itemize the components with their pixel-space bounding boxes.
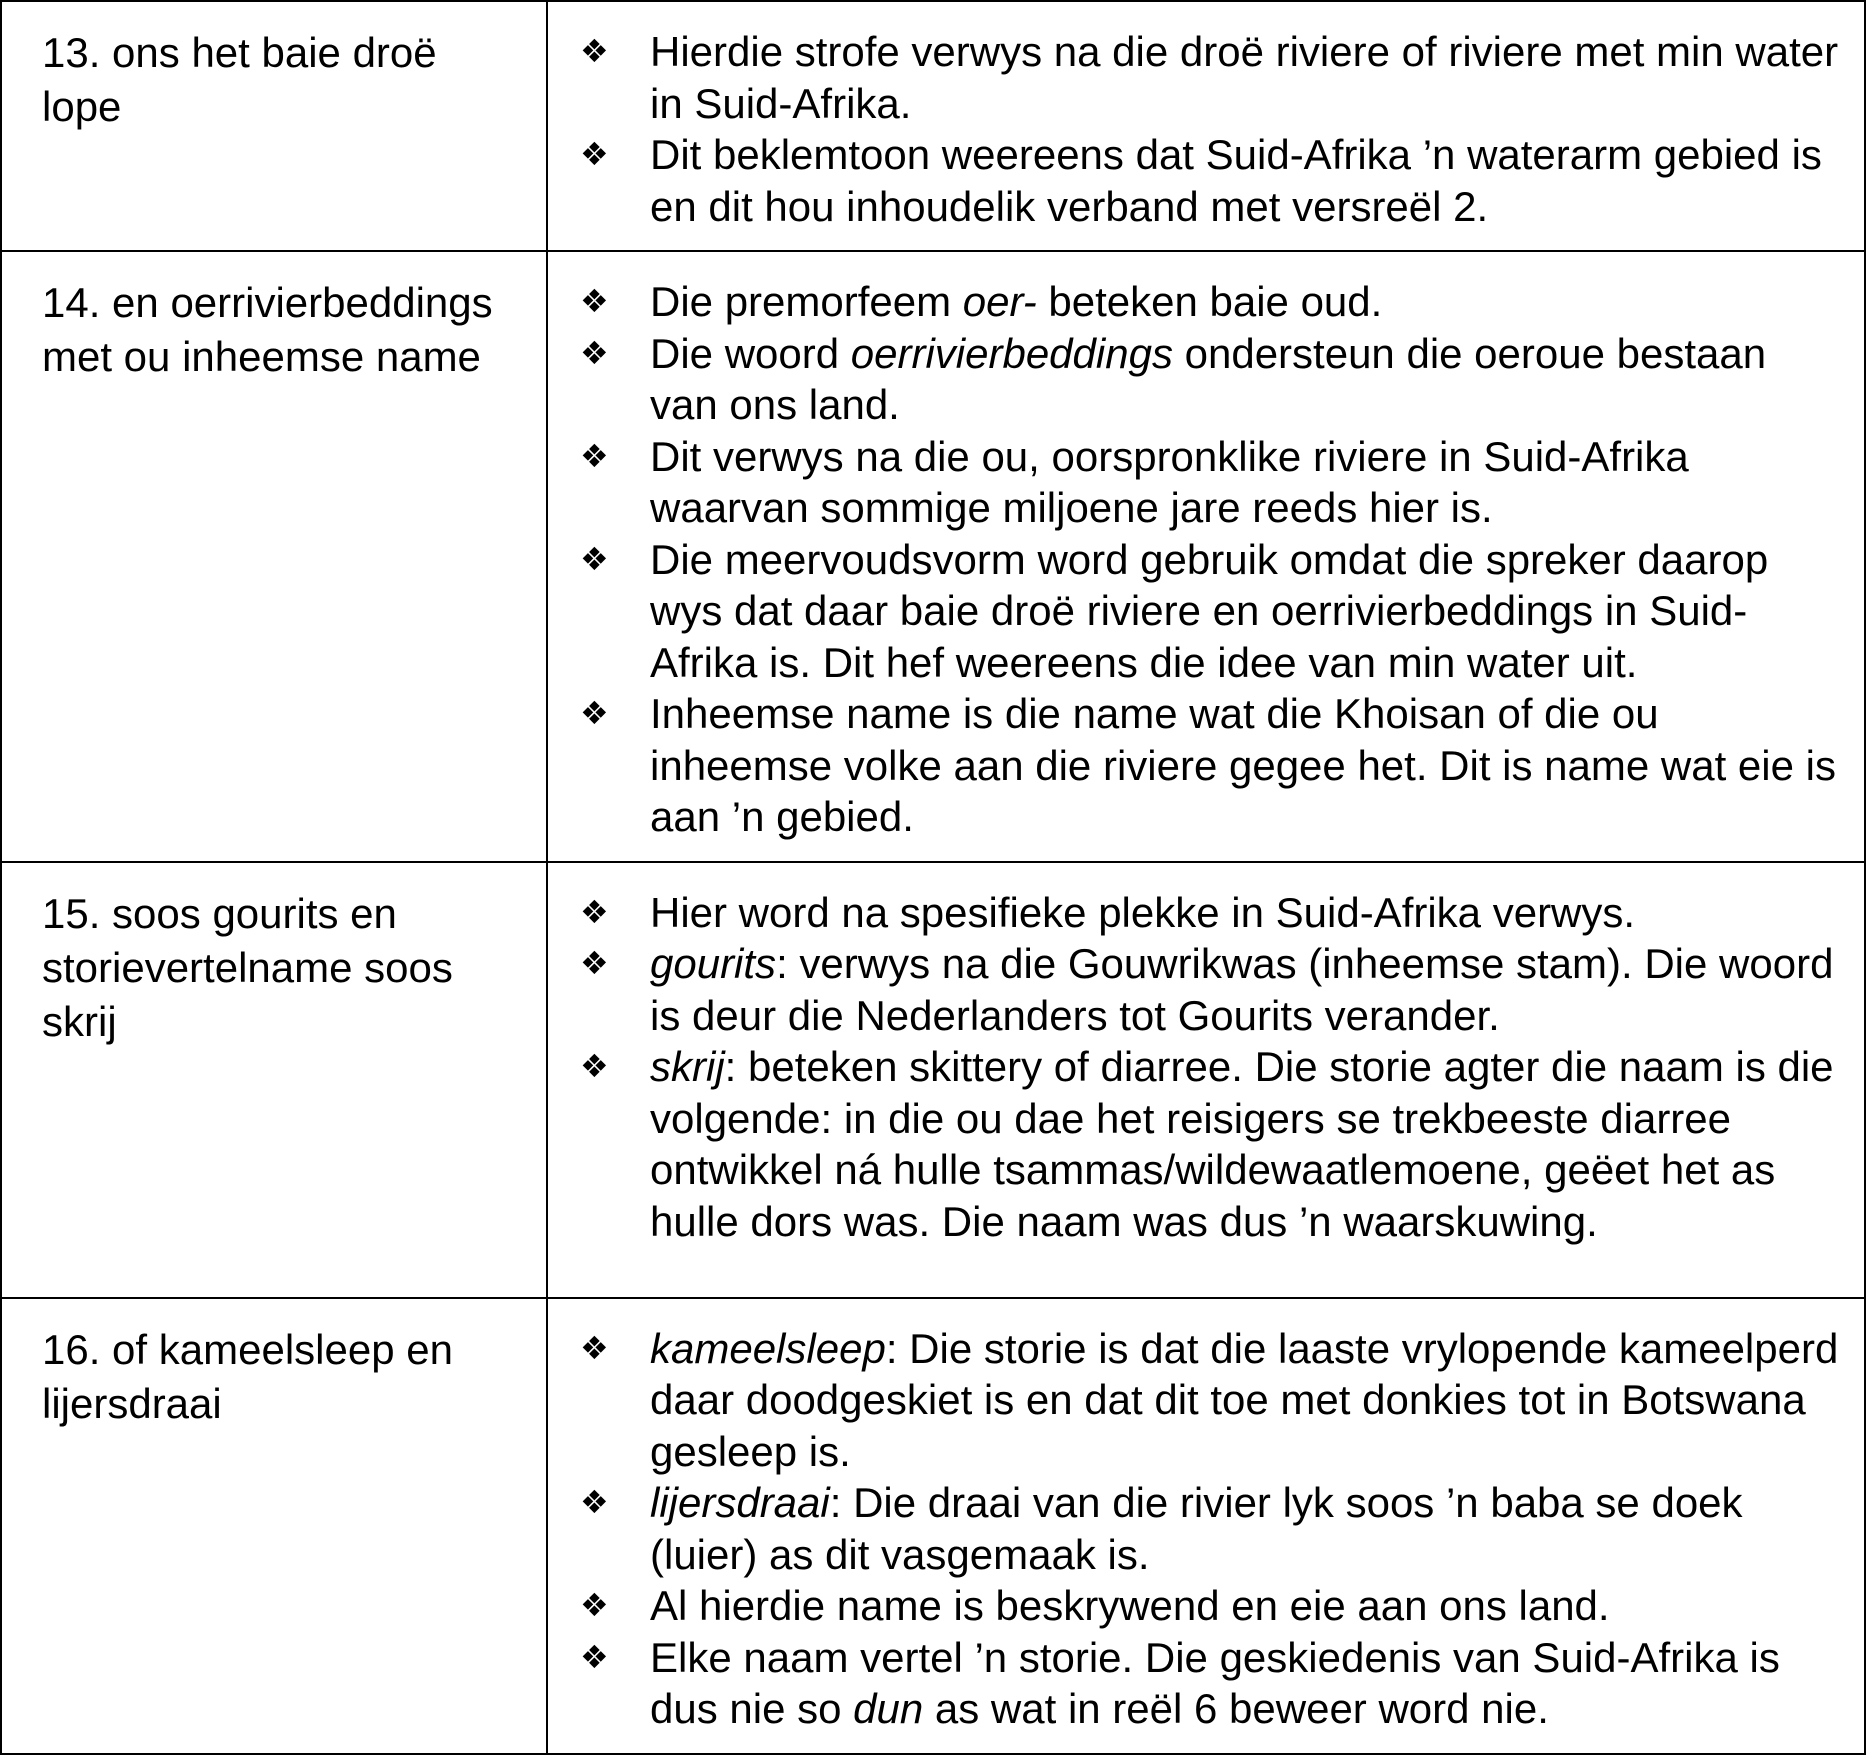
four-diamond-bullet-icon: ❖ (580, 893, 609, 930)
note-item (548, 1323, 1844, 1478)
note-item (548, 534, 1844, 689)
note-text (650, 887, 1844, 939)
note-text-segment: Elke naam vertel ’n storie. Die geskiedenis van Suid-Afrika is dus nie so (650, 1633, 1780, 1732)
note-text (650, 1323, 1844, 1478)
note-item (548, 276, 1844, 328)
notes-cell (547, 251, 1865, 862)
note-text-segment: Dit verwys na die ou, oorspronklike riviere in Suid-Afrika waarvan sommige miljoene jare reeds hier is. (650, 432, 1689, 531)
four-diamond-bullet-icon: ❖ (580, 1484, 609, 1520)
note-text-segment: : beteken skittery of diarree. Die storie agter die naam is die volgende: in die ou dae het reisigers se trekbeeste diarree ontwikkel ná hulle tsammas/wildewaatlemoene, geëet het as hulle dors was. Die naam was dus ’n waarskuwing. (650, 1043, 1834, 1245)
notes-cell (547, 1, 1865, 251)
note-item (548, 129, 1844, 232)
four-diamond-bullet-icon: ❖ (580, 1587, 609, 1623)
note-text-segment: Hierdie strofe verwys na die droë riviere of riviere met min water in Suid-Afrika. (650, 28, 1839, 127)
note-text (650, 1580, 1844, 1632)
table-row (1, 862, 1865, 1298)
four-diamond-bullet-icon: ❖ (580, 1638, 609, 1675)
four-diamond-bullet-icon: ❖ (580, 540, 609, 577)
note-text (650, 431, 1844, 534)
note-item (548, 938, 1844, 1041)
note-text-segment: Hier word na spesifieke plekke in Suid-Afrika verwys. (650, 888, 1636, 936)
note-item (548, 431, 1844, 534)
note-item (548, 26, 1844, 129)
four-diamond-bullet-icon: ❖ (580, 33, 609, 69)
note-text (650, 129, 1844, 232)
note-text-segment: beteken baie oud. (1036, 278, 1383, 325)
note-text-italic: dun (853, 1685, 924, 1732)
note-text-segment: Dit beklemtoon weereens dat Suid-Afrika ’n waterarm gebied is en dit hou inhoudelik verband met versreël 2. (650, 131, 1822, 230)
verse-cell (1, 862, 547, 1298)
verse-cell (1, 251, 547, 862)
four-diamond-bullet-icon: ❖ (580, 1048, 609, 1084)
four-diamond-bullet-icon: ❖ (580, 1329, 609, 1366)
notes-cell (547, 1298, 1865, 1754)
note-text (650, 688, 1844, 843)
note-text (650, 1632, 1844, 1735)
four-diamond-bullet-icon: ❖ (580, 695, 609, 731)
four-diamond-bullet-icon: ❖ (580, 334, 609, 371)
note-text (650, 26, 1844, 129)
four-diamond-bullet-icon: ❖ (580, 136, 609, 172)
verse-cell (1, 1, 547, 251)
note-text-italic: oer- (962, 278, 1037, 325)
verse-line: 13. ons het baie droë lope (42, 29, 437, 130)
note-item (548, 1580, 1844, 1632)
note-text-segment: Inheemse name is die name wat die Khoisan of die ou inheemse volke aan die riviere gegee het. Dit is name wat eie is aan ’n gebied. (650, 690, 1836, 840)
note-item (548, 887, 1844, 939)
note-text-segment: : Die storie is dat die laaste vrylopende kameelperd daar doodgeskiet is en dat dit toe met donkies tot in Botswana gesleep is. (650, 1324, 1839, 1475)
note-text (650, 276, 1844, 328)
note-item (548, 1477, 1844, 1580)
note-text-italic: oerrivierbeddings (850, 329, 1173, 377)
notes-list (548, 863, 1864, 1266)
notes-list (548, 2, 1864, 250)
verse-cell (1, 1298, 547, 1754)
note-text (650, 1041, 1844, 1247)
notes-list (548, 1299, 1864, 1753)
verse-line: 16. of kameelsleep en lijersdraai (42, 1325, 453, 1427)
note-item (548, 328, 1844, 431)
note-text-segment: Al hierdie name is beskrywend en eie aan ons land. (650, 1582, 1610, 1629)
four-diamond-bullet-icon: ❖ (580, 945, 609, 981)
note-text-segment: : verwys na die Gouwrikwas (inheemse stam). Die woord is deur die Nederlanders tot Gourits verander. (650, 940, 1834, 1039)
four-diamond-bullet-icon: ❖ (580, 437, 609, 474)
note-item (548, 1632, 1844, 1735)
note-item (548, 688, 1844, 843)
note-text (650, 328, 1844, 431)
note-text-segment: Die woord (650, 329, 851, 377)
note-text-segment: Die meervoudsvorm word gebruik omdat die spreker daarop wys dat daar baie droë riviere en oerrivierbeddings in Suid-Afrika is. Dit hef weereens die idee van min water uit. (650, 535, 1769, 686)
note-text-segment: Die premorfeem (650, 278, 963, 325)
table-row (1, 251, 1865, 862)
note-text-italic: lijersdraai (650, 1479, 830, 1526)
note-text-italic: skrij (650, 1043, 725, 1090)
notes-cell (547, 862, 1865, 1298)
note-text-segment: : Die draai van die rivier lyk soos ’n baba se doek (luier) as dit vasgemaak is. (650, 1479, 1743, 1578)
verse-line: 14. en oerrivierbeddings met ou inheemse name (42, 279, 493, 380)
note-text-segment: as wat in reël 6 beweer word nie. (923, 1685, 1549, 1732)
note-text (650, 1477, 1844, 1580)
four-diamond-bullet-icon: ❖ (580, 283, 609, 319)
table-row (1, 1298, 1865, 1754)
note-text-italic: kameelsleep (650, 1324, 886, 1372)
note-item (548, 1041, 1844, 1247)
note-text-segment: ondersteun die oeroue bestaan van ons land. (650, 329, 1767, 428)
note-text (650, 938, 1844, 1041)
note-text (650, 534, 1844, 689)
notes-list (548, 252, 1864, 861)
table-row (1, 1, 1865, 251)
verse-line: 15. soos gourits en storievertelname soos skrij (42, 889, 453, 1045)
note-text-italic: gourits (650, 940, 777, 987)
